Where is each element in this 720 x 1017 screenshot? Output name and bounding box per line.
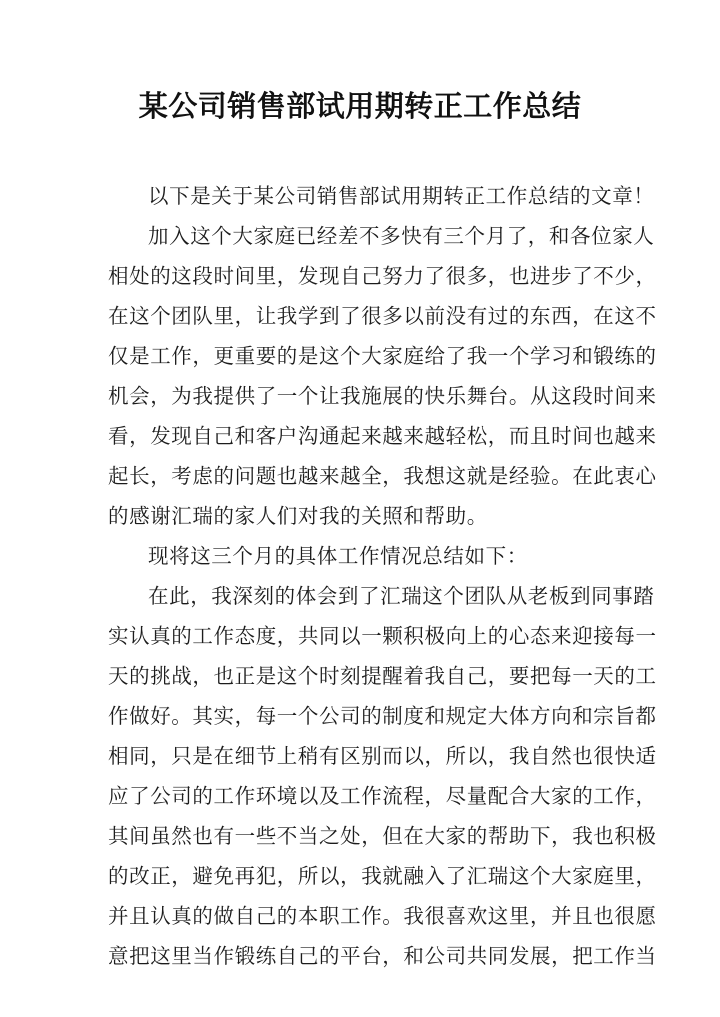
paragraph-first-line: 加入这个大家庭已经差不多快有三个月了，和各位家人 <box>148 224 655 248</box>
paragraph-line: 实认真的工作态度，共同以一颗积极向上的心态来迎接每一 <box>108 624 657 648</box>
paragraph-line: 在这个团队里，让我学到了很多以前没有过的东西，在这不 <box>108 304 657 328</box>
paragraph-line: 并且认真的做自己的本职工作。我很喜欢这里，并且也很愿 <box>108 904 657 928</box>
paragraph-line: 相处的这段时间里，发现自己努力了很多，也进步了不少， <box>108 264 657 288</box>
paragraph-line: 看，发现自己和客户沟通起来越来越轻松，而且时间也越来 <box>108 424 657 448</box>
paragraph-line: 作做好。其实，每一个公司的制度和规定大体方向和宗旨都 <box>108 704 657 728</box>
paragraph-line: 的感谢汇瑞的家人们对我的关照和帮助。 <box>108 504 488 528</box>
paragraph-line: 仅是工作，更重要的是这个大家庭给了我一个学习和锻练的 <box>108 344 657 368</box>
paragraph-line: 起长，考虑的问题也越来越全，我想这就是经验。在此衷心 <box>108 464 657 488</box>
paragraph-line: 机会，为我提供了一个让我施展的快乐舞台。从这段时间来 <box>108 384 657 408</box>
paragraph-line: 其间虽然也有一些不当之处，但在大家的帮助下，我也积极 <box>108 824 657 848</box>
paragraph-line: 应了公司的工作环境以及工作流程，尽量配合大家的工作， <box>108 784 657 808</box>
paragraph-first-line: 在此，我深刻的体会到了汇瑞这个团队从老板到同事踏 <box>148 584 655 608</box>
paragraph-line: 天的挑战，也正是这个时刻提醒着我自己，要把每一天的工 <box>108 664 657 688</box>
paragraph-line: 相同，只是在细节上稍有区别而以，所以，我自然也很快适 <box>108 744 657 768</box>
document-title: 某公司销售部试用期转正工作总结 <box>138 89 582 123</box>
paragraph-line: 的改正，避免再犯，所以，我就融入了汇瑞这个大家庭里， <box>108 864 657 888</box>
paragraph-first-line: 现将这三个月的具体工作情况总结如下： <box>148 544 528 568</box>
paragraph-line: 意把这里当作锻练自己的平台，和公司共同发展，把工作当 <box>108 944 657 968</box>
document-body <box>108 176 657 976</box>
paragraph-first-line: 以下是关于某公司销售部试用期转正工作总结的文章！ <box>148 184 655 208</box>
